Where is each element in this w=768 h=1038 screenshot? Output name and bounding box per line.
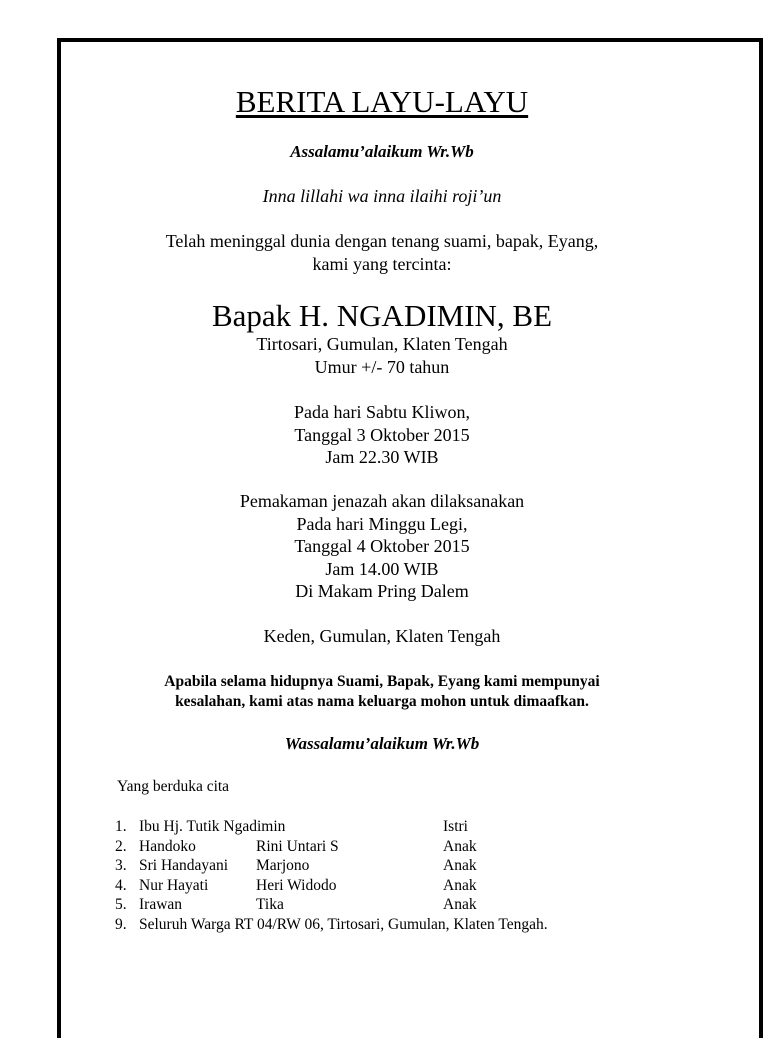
greeting: Assalamu’alaikum Wr.Wb (290, 142, 474, 161)
mourner-spouse: Rini Untari S (256, 837, 339, 855)
apology-line-1: Apabila selama hidupnya Suami, Bapak, Eyang kami mempunyai (164, 673, 600, 690)
mourner-relation: Anak (443, 857, 477, 874)
burial-day: Pada hari Minggu Legi, (296, 513, 468, 534)
intro-line-1: Telah meninggal dunia dengan tenang suami, bapak, Eyang, (165, 231, 599, 251)
item-number: 4. (115, 876, 127, 894)
mourner-relation: Anak (443, 876, 477, 894)
death-day: Pada hari Sabtu Kliwon, (294, 402, 470, 422)
mourner-spouse: Tika (256, 896, 284, 913)
deceased-address: Tirtosari, Gumulan, Klaten Tengah (256, 334, 508, 354)
mourner-name: Nur Hayati (139, 876, 209, 894)
mourner-relation: Istri (443, 818, 468, 835)
inna-lillahi: Inna lillahi wa inna ilaihi roji’un (262, 186, 502, 206)
apology-line-2: kesalahan, kami atas nama keluarga mohon untuk dimaafkan. (175, 693, 589, 710)
burial-line-1: Pemakaman jenazah akan dilaksanakan (239, 491, 525, 511)
deceased-age: Umur +/- 70 tahun (314, 356, 450, 377)
closing-greeting: Wassalamu’alaikum Wr.Wb (284, 734, 480, 753)
burial-time: Jam 14.00 WIB (325, 558, 439, 579)
item-number: 1. (115, 818, 127, 835)
burial-cemetery: Di Makam Pring Dalem (295, 581, 469, 601)
mourner-name: Irawan (139, 896, 183, 913)
burial-location: Keden, Gumulan, Klaten Tengah (263, 626, 501, 646)
mourner-relation: Anak (443, 837, 477, 855)
item-number: 2. (115, 837, 127, 855)
mourner-spouse: Heri Widodo (256, 876, 337, 894)
item-number: 3. (115, 857, 127, 874)
death-time: Jam 22.30 WIB (325, 447, 439, 467)
mourners-label: Yang berduka cita (117, 778, 230, 795)
mourner-name: Handoko (139, 837, 196, 855)
mourner-name: Seluruh Warga RT 04/RW 06, Tirtosari, Gumulan, Klaten Tengah. (139, 915, 548, 933)
item-number: 9. (115, 915, 127, 933)
burial-date: Tanggal 4 Oktober 2015 (294, 536, 470, 556)
mourner-relation: Anak (443, 896, 477, 913)
mourner-name: Ibu Hj. Tutik Ngadimin (139, 818, 286, 835)
deceased-name: Bapak H. NGADIMIN, BE (211, 298, 553, 333)
document-title: BERITA LAYU-LAYU (235, 84, 529, 119)
death-date: Tanggal 3 Oktober 2015 (294, 424, 470, 445)
intro-line-2: kami yang tercinta: (312, 253, 452, 274)
mourner-spouse: Marjono (256, 857, 310, 874)
mourner-name: Sri Handayani (139, 857, 229, 874)
item-number: 5. (115, 896, 127, 913)
